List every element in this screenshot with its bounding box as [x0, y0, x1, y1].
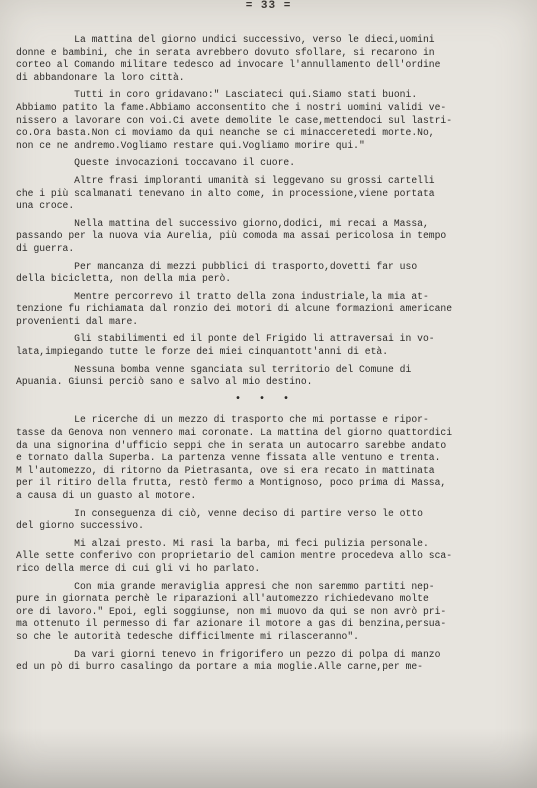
text-line: non ce ne andremo.Vogliamo restare qui.Vogliamo morire qui." [16, 139, 365, 151]
section-separator: • • • [234, 393, 295, 405]
text-line: a causa di un guasto al motore. [16, 490, 197, 501]
text-line: In conseguenza di ciò, venne deciso di partire verso le otto [16, 507, 423, 519]
body-paragraph [16, 34, 514, 84]
text-line: del giorno successivo. [16, 520, 144, 532]
text-line: co.Ora basta.Non ci moviamo da qui neanche se ci minacceretedi morte.No, [16, 127, 435, 139]
text-line: provenienti dal mare. [16, 315, 139, 327]
text-line: Nessuna bomba venne sganciata sul territorio del Comune di [16, 363, 412, 375]
text-line: La mattina del giorno undici successivo, verso le dieci,uomini [16, 34, 435, 45]
body-paragraph [16, 538, 514, 576]
text-line: ed un pò di burro casalingo da portare a mia moglie.Alle carne,per me- [16, 661, 423, 673]
body-paragraph [16, 291, 514, 329]
text-line: rico della merce di cui gli vi ho parlato. [16, 562, 261, 574]
text-line: tasse da Genova non vennero mai coronate. La mattina del giorno quattordici [16, 427, 453, 439]
text-line: una croce. [16, 200, 75, 212]
text-line: Queste invocazioni toccavano il cuore. [16, 157, 296, 169]
body-paragraph [16, 218, 514, 256]
text-line: Mentre percorrevo il tratto della zona industriale,la mia at- [16, 290, 429, 302]
text-line: Altre frasi imploranti umanità si leggevano su grossi cartelli [16, 174, 435, 186]
body-paragraph [16, 175, 514, 213]
page-shadow [0, 728, 537, 788]
text-line: so che le autorità tedesche difficilmente mi rilasceranno". [16, 630, 359, 642]
body-paragraph [16, 261, 514, 286]
text-line: Per mancanza di mezzi pubblici di trasporto,dovetti far uso [16, 260, 418, 272]
text-line: Apuania. Giunsi perciò sano e salvo al mio destino. [16, 376, 313, 388]
body-paragraph [16, 157, 514, 170]
text-line: da una signorina d'ufficio seppi che in serata un autocarro sarebbe andato [16, 439, 447, 451]
text-line: per il ritiro della frutta, restò fermo a Montignoso, poco prima di Massa, [16, 477, 447, 489]
body-paragraph [16, 333, 514, 358]
text-line: passando per la nuova via Aurelia, più comoda ma assai pericolosa in tempo [16, 230, 447, 242]
text-line: M l'automezzo, di ritorno da Pietrasanta, ove si era recato in mattinata [16, 464, 435, 476]
body-paragraph [16, 649, 514, 674]
page-number: = 33 = [245, 0, 292, 12]
text-line: Da vari giorni tenevo in frigorifero un pezzo di polpa di manzo [16, 648, 441, 660]
text-line: Tutti in coro gridavano:" Lasciateci qui.Siamo stati buoni. [16, 89, 418, 101]
text-line: della bicicletta, non della mia però. [16, 273, 232, 285]
body-paragraph [16, 508, 514, 533]
text-line: lata,impiegando tutte le forze dei miei cinquantott'anni di età. [16, 346, 389, 358]
text-line: ore di lavoro." Epoi, egli soggiunse, non mi muovo da qui se non avrò pri- [16, 605, 447, 617]
text-line: di guerra. [16, 242, 75, 254]
text-line: Gli stabilimenti ed il ponte del Frigido li attraversai in vo- [16, 333, 435, 345]
text-line: Le ricerche di un mezzo di trasporto che mi portasse e ripor- [16, 414, 429, 426]
paragraph-block-after [16, 414, 514, 673]
body-paragraph [16, 581, 514, 644]
text-line: Con mia grande meraviglia appresi che non saremmo partiti nep- [16, 580, 435, 592]
document-body [16, 34, 514, 679]
body-paragraph [16, 89, 514, 152]
text-line: tenzione fu richiamata dal ronzio dei motori di alcune formazioni americane [16, 303, 453, 315]
text-line: che i più scalmanati tenevano in alto come, in processione,viene portata [16, 187, 435, 199]
text-line: donne e bambini, che in serata avrebbero dovuto sfollare, si recarono in [16, 46, 435, 58]
text-line: corteo al Comando militare tedesco ad invocare l'annullamento dell'ordine [16, 59, 441, 71]
text-line: di abbandonare la loro città. [16, 71, 185, 83]
text-line: nissero a lavorare con voi.Ci avete demolite le case,mettendoci sul lastri- [16, 114, 453, 126]
text-line: e tornato dalla Superba. La partenza venne fissata alle ventuno e trenta. [16, 452, 441, 464]
body-paragraph [16, 364, 514, 389]
text-line: Abbiamo patito la fame.Abbiamo acconsentito che i nostri uomini validi ve- [16, 101, 447, 113]
text-line: Mi alzai presto. Mi rasi la barba, mi feci pulizia personale. [16, 537, 429, 549]
text-line: Nella mattina del successivo giorno,dodici, mi recai a Massa, [16, 217, 429, 229]
text-line: Alle sette conferivo con proprietario del camion mentre procedeva allo sca- [16, 550, 453, 562]
body-paragraph [16, 414, 514, 502]
paragraph-block-before [16, 34, 514, 389]
text-line: ma ottenuto il permesso di far azionare il motore a gas di benzina,persua- [16, 618, 447, 630]
text-line: pure in giornata perchè le riparazioni all'automezzo richiedevano molte [16, 593, 429, 605]
